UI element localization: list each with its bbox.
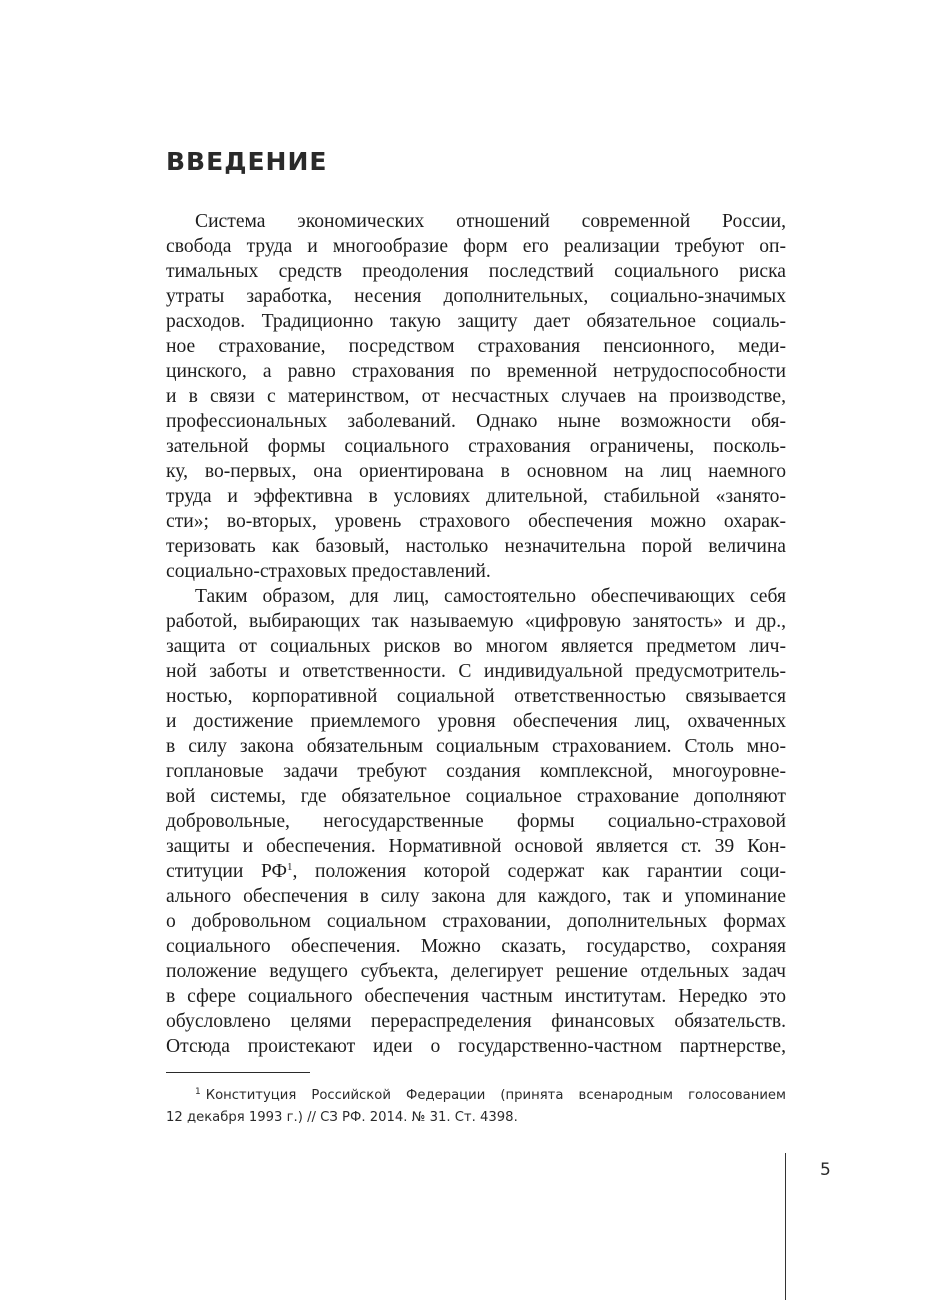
text-line: и в связи с материнством, от несчастных случаев на производстве,: [166, 386, 786, 407]
text-line: гоплановые задачи требуют создания комплексной, многоуровне-: [166, 761, 786, 782]
text-line: ное страхование, посредством страхования пенсионного, меди-: [166, 336, 786, 357]
text-line: Таким образом, для лиц, самостоятельно обеспечивающих себя: [195, 586, 786, 607]
footnote-number: 1: [195, 1087, 201, 1097]
text-line: свобода труда и многообразие форм его реализации требуют оп-: [166, 236, 786, 257]
text-line: труда и эффективна в условиях длительной, стабильной «занято-: [166, 486, 786, 507]
page-number: 5: [820, 1160, 831, 1180]
text-line: цинского, а равно страхования по временной нетрудоспособности: [166, 361, 786, 382]
text-line: ной заботы и ответственности. С индивидуальной предусмотритель-: [166, 661, 786, 682]
text-line: Система экономических отношений современной России,: [195, 211, 786, 232]
text-line: расходов. Традиционно такую защиту дает обязательное социаль-: [166, 311, 786, 332]
footnote-reference[interactable]: 1: [287, 861, 293, 873]
text-line: социально-страховых предоставлений.: [166, 561, 491, 582]
text-line: добровольные, негосударственные формы социально-страховой: [166, 811, 786, 832]
text-line: защита от социальных рисков во многом является предметом лич-: [166, 636, 786, 657]
text-line: Отсюда проистекают идеи о государственно-частном партнерстве,: [166, 1036, 786, 1057]
text-fragment: ституции РФ: [166, 861, 287, 882]
text-line: и достижение приемлемого уровня обеспечения лиц, охваченных: [166, 711, 786, 732]
footnote-text: Конституция Российской Федерации (принята всенародным голосованием: [205, 1088, 786, 1103]
text-line: зательной формы социального страхования ограничены, посколь-: [166, 436, 786, 457]
text-line: о добровольном социальном страховании, дополнительных формах: [166, 911, 786, 932]
text-line: вой системы, где обязательное социальное страхование дополняют: [166, 786, 786, 807]
text-line: положение ведущего субъекта, делегирует решение отдельных задач: [166, 961, 786, 982]
text-line: работой, выбирающих так называемую «цифровую занятость» и др.,: [166, 611, 786, 632]
text-line: в силу закона обязательным социальным страхованием. Столь мно-: [166, 736, 786, 757]
margin-rule: [785, 1153, 786, 1300]
text-line: защиты и обеспечения. Нормативной основой является ст. 39 Кон-: [166, 836, 786, 857]
footnote-separator: [166, 1072, 310, 1073]
text-line: обусловлено целями перераспределения финансовых обязательств.: [166, 1011, 786, 1032]
text-line: ку, во-первых, она ориентирована в основном на лиц наемного: [166, 461, 786, 482]
text-fragment: , положения которой содержат как гарантии соци-: [292, 861, 786, 882]
footnote-line: 12 декабря 1993 г.) // СЗ РФ. 2014. № 31. Ст. 4398.: [166, 1110, 518, 1125]
text-line: ностью, корпоративной социальной ответственностью связывается: [166, 686, 786, 707]
text-line: утраты заработка, несения дополнительных, социально-значимых: [166, 286, 786, 307]
text-line: сти»; во-вторых, уровень страхового обеспечения можно охарак-: [166, 511, 786, 532]
text-line-with-footnote-ref: [166, 859, 786, 884]
section-heading: ВВЕДЕНИЕ: [166, 147, 328, 176]
text-line: в сфере социального обеспечения частным институтам. Нередко это: [166, 986, 786, 1007]
text-line: тимальных средств преодоления последствий социального риска: [166, 261, 786, 282]
text-line: социального обеспечения. Можно сказать, государство, сохраняя: [166, 936, 786, 957]
body-text: [166, 209, 786, 1059]
footnote-line: [166, 1085, 786, 1107]
footnote: [166, 1085, 786, 1129]
text-line: профессиональных заболеваний. Однако ныне возможности обя-: [166, 411, 786, 432]
text-line: ального обеспечения в силу закона для каждого, так и упоминание: [166, 886, 786, 907]
text-line: теризовать как базовый, настолько незначительна порой величина: [166, 536, 786, 557]
